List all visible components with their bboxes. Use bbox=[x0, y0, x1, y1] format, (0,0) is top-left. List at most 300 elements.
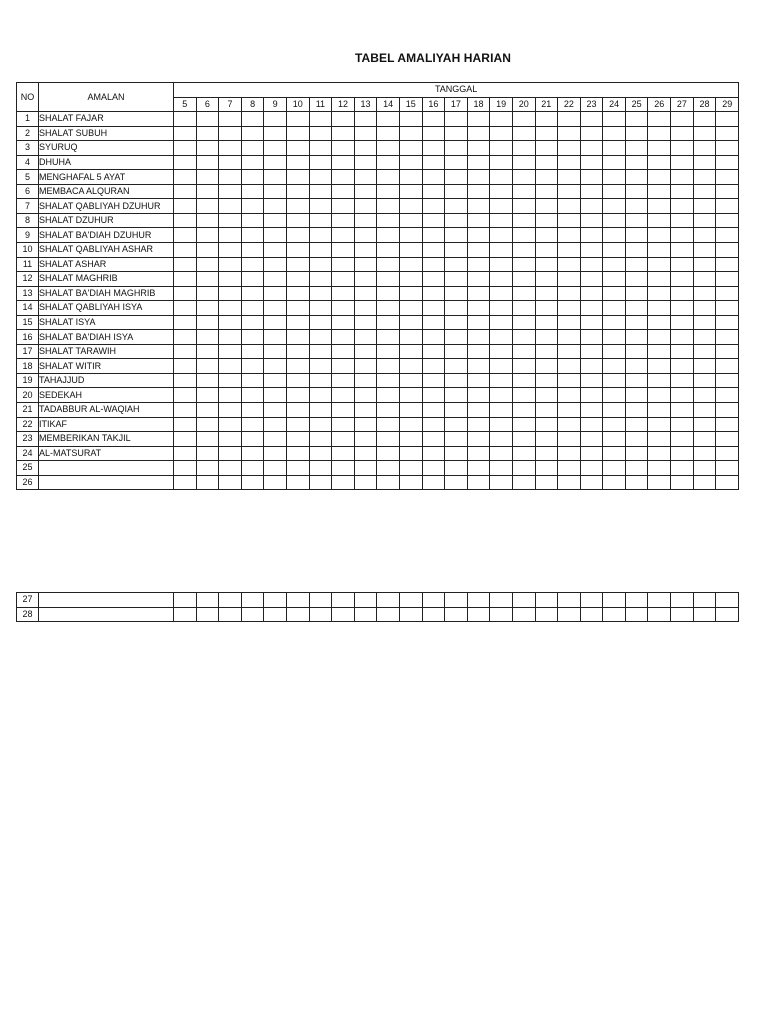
check-cell[interactable] bbox=[580, 373, 603, 388]
check-cell[interactable] bbox=[716, 373, 739, 388]
check-cell[interactable] bbox=[264, 213, 287, 228]
check-cell[interactable] bbox=[219, 141, 242, 156]
check-cell[interactable] bbox=[512, 141, 535, 156]
check-cell[interactable] bbox=[490, 184, 513, 199]
check-cell[interactable] bbox=[196, 315, 219, 330]
check-cell[interactable] bbox=[219, 257, 242, 272]
check-cell[interactable] bbox=[196, 213, 219, 228]
check-cell[interactable] bbox=[332, 432, 355, 447]
check-cell[interactable] bbox=[445, 141, 468, 156]
check-cell[interactable] bbox=[671, 243, 694, 258]
check-cell[interactable] bbox=[671, 359, 694, 374]
check-cell[interactable] bbox=[625, 272, 648, 287]
check-cell[interactable] bbox=[354, 243, 377, 258]
check-cell[interactable] bbox=[580, 432, 603, 447]
check-cell[interactable] bbox=[558, 228, 581, 243]
check-cell[interactable] bbox=[332, 112, 355, 127]
check-cell[interactable] bbox=[671, 199, 694, 214]
check-cell[interactable] bbox=[286, 141, 309, 156]
check-cell[interactable] bbox=[603, 388, 626, 403]
check-cell[interactable] bbox=[558, 417, 581, 432]
check-cell[interactable] bbox=[286, 446, 309, 461]
check-cell[interactable] bbox=[174, 388, 197, 403]
check-cell[interactable] bbox=[535, 257, 558, 272]
check-cell[interactable] bbox=[219, 446, 242, 461]
check-cell[interactable] bbox=[625, 112, 648, 127]
check-cell[interactable] bbox=[332, 257, 355, 272]
check-cell[interactable] bbox=[535, 141, 558, 156]
check-cell[interactable] bbox=[377, 315, 400, 330]
check-cell[interactable] bbox=[377, 155, 400, 170]
check-cell[interactable] bbox=[467, 344, 490, 359]
check-cell[interactable] bbox=[467, 461, 490, 476]
check-cell[interactable] bbox=[580, 141, 603, 156]
check-cell[interactable] bbox=[354, 432, 377, 447]
check-cell[interactable] bbox=[625, 170, 648, 185]
check-cell[interactable] bbox=[716, 243, 739, 258]
check-cell[interactable] bbox=[399, 475, 422, 490]
check-cell[interactable] bbox=[445, 315, 468, 330]
check-cell[interactable] bbox=[219, 155, 242, 170]
check-cell[interactable] bbox=[716, 593, 739, 608]
check-cell[interactable] bbox=[422, 228, 445, 243]
check-cell[interactable] bbox=[422, 330, 445, 345]
check-cell[interactable] bbox=[264, 344, 287, 359]
check-cell[interactable] bbox=[422, 446, 445, 461]
check-cell[interactable] bbox=[264, 359, 287, 374]
check-cell[interactable] bbox=[219, 286, 242, 301]
check-cell[interactable] bbox=[241, 315, 264, 330]
check-cell[interactable] bbox=[716, 607, 739, 622]
check-cell[interactable] bbox=[693, 403, 716, 418]
check-cell[interactable] bbox=[648, 593, 671, 608]
check-cell[interactable] bbox=[309, 593, 332, 608]
check-cell[interactable] bbox=[558, 593, 581, 608]
check-cell[interactable] bbox=[399, 126, 422, 141]
check-cell[interactable] bbox=[535, 286, 558, 301]
check-cell[interactable] bbox=[490, 417, 513, 432]
check-cell[interactable] bbox=[332, 330, 355, 345]
check-cell[interactable] bbox=[716, 126, 739, 141]
check-cell[interactable] bbox=[648, 286, 671, 301]
check-cell[interactable] bbox=[422, 315, 445, 330]
check-cell[interactable] bbox=[625, 286, 648, 301]
check-cell[interactable] bbox=[693, 112, 716, 127]
check-cell[interactable] bbox=[219, 170, 242, 185]
check-cell[interactable] bbox=[603, 126, 626, 141]
check-cell[interactable] bbox=[309, 359, 332, 374]
check-cell[interactable] bbox=[603, 112, 626, 127]
check-cell[interactable] bbox=[490, 199, 513, 214]
check-cell[interactable] bbox=[693, 184, 716, 199]
check-cell[interactable] bbox=[467, 446, 490, 461]
check-cell[interactable] bbox=[332, 446, 355, 461]
check-cell[interactable] bbox=[332, 243, 355, 258]
check-cell[interactable] bbox=[558, 315, 581, 330]
check-cell[interactable] bbox=[422, 184, 445, 199]
check-cell[interactable] bbox=[603, 272, 626, 287]
check-cell[interactable] bbox=[219, 403, 242, 418]
check-cell[interactable] bbox=[332, 272, 355, 287]
check-cell[interactable] bbox=[286, 184, 309, 199]
check-cell[interactable] bbox=[399, 213, 422, 228]
check-cell[interactable] bbox=[332, 315, 355, 330]
check-cell[interactable] bbox=[264, 272, 287, 287]
check-cell[interactable] bbox=[377, 330, 400, 345]
check-cell[interactable] bbox=[241, 403, 264, 418]
check-cell[interactable] bbox=[264, 243, 287, 258]
check-cell[interactable] bbox=[625, 257, 648, 272]
check-cell[interactable] bbox=[377, 446, 400, 461]
check-cell[interactable] bbox=[648, 112, 671, 127]
check-cell[interactable] bbox=[174, 170, 197, 185]
check-cell[interactable] bbox=[671, 315, 694, 330]
check-cell[interactable] bbox=[377, 432, 400, 447]
check-cell[interactable] bbox=[648, 446, 671, 461]
check-cell[interactable] bbox=[264, 315, 287, 330]
check-cell[interactable] bbox=[286, 112, 309, 127]
check-cell[interactable] bbox=[716, 184, 739, 199]
check-cell[interactable] bbox=[264, 112, 287, 127]
check-cell[interactable] bbox=[693, 373, 716, 388]
check-cell[interactable] bbox=[580, 388, 603, 403]
check-cell[interactable] bbox=[399, 359, 422, 374]
check-cell[interactable] bbox=[535, 199, 558, 214]
check-cell[interactable] bbox=[490, 461, 513, 476]
check-cell[interactable] bbox=[219, 301, 242, 316]
check-cell[interactable] bbox=[535, 170, 558, 185]
check-cell[interactable] bbox=[399, 272, 422, 287]
check-cell[interactable] bbox=[648, 417, 671, 432]
check-cell[interactable] bbox=[422, 155, 445, 170]
check-cell[interactable] bbox=[354, 112, 377, 127]
check-cell[interactable] bbox=[286, 475, 309, 490]
check-cell[interactable] bbox=[241, 373, 264, 388]
check-cell[interactable] bbox=[241, 344, 264, 359]
check-cell[interactable] bbox=[558, 446, 581, 461]
check-cell[interactable] bbox=[467, 184, 490, 199]
check-cell[interactable] bbox=[241, 461, 264, 476]
check-cell[interactable] bbox=[580, 112, 603, 127]
check-cell[interactable] bbox=[535, 359, 558, 374]
check-cell[interactable] bbox=[603, 301, 626, 316]
check-cell[interactable] bbox=[625, 199, 648, 214]
check-cell[interactable] bbox=[648, 301, 671, 316]
check-cell[interactable] bbox=[693, 446, 716, 461]
check-cell[interactable] bbox=[286, 607, 309, 622]
check-cell[interactable] bbox=[671, 301, 694, 316]
check-cell[interactable] bbox=[264, 126, 287, 141]
check-cell[interactable] bbox=[332, 388, 355, 403]
check-cell[interactable] bbox=[332, 213, 355, 228]
check-cell[interactable] bbox=[625, 417, 648, 432]
check-cell[interactable] bbox=[241, 593, 264, 608]
check-cell[interactable] bbox=[399, 315, 422, 330]
check-cell[interactable] bbox=[467, 475, 490, 490]
check-cell[interactable] bbox=[399, 607, 422, 622]
check-cell[interactable] bbox=[512, 170, 535, 185]
check-cell[interactable] bbox=[512, 432, 535, 447]
check-cell[interactable] bbox=[264, 388, 287, 403]
check-cell[interactable] bbox=[535, 155, 558, 170]
check-cell[interactable] bbox=[264, 461, 287, 476]
check-cell[interactable] bbox=[332, 344, 355, 359]
check-cell[interactable] bbox=[512, 184, 535, 199]
check-cell[interactable] bbox=[716, 155, 739, 170]
check-cell[interactable] bbox=[309, 388, 332, 403]
check-cell[interactable] bbox=[309, 112, 332, 127]
check-cell[interactable] bbox=[196, 593, 219, 608]
check-cell[interactable] bbox=[219, 213, 242, 228]
check-cell[interactable] bbox=[422, 432, 445, 447]
check-cell[interactable] bbox=[196, 243, 219, 258]
check-cell[interactable] bbox=[309, 126, 332, 141]
check-cell[interactable] bbox=[648, 373, 671, 388]
check-cell[interactable] bbox=[535, 112, 558, 127]
check-cell[interactable] bbox=[354, 286, 377, 301]
check-cell[interactable] bbox=[219, 417, 242, 432]
check-cell[interactable] bbox=[603, 607, 626, 622]
check-cell[interactable] bbox=[580, 475, 603, 490]
check-cell[interactable] bbox=[377, 403, 400, 418]
check-cell[interactable] bbox=[196, 359, 219, 374]
check-cell[interactable] bbox=[512, 388, 535, 403]
check-cell[interactable] bbox=[603, 257, 626, 272]
check-cell[interactable] bbox=[286, 213, 309, 228]
check-cell[interactable] bbox=[648, 243, 671, 258]
check-cell[interactable] bbox=[558, 432, 581, 447]
check-cell[interactable] bbox=[693, 301, 716, 316]
check-cell[interactable] bbox=[422, 286, 445, 301]
check-cell[interactable] bbox=[354, 213, 377, 228]
check-cell[interactable] bbox=[467, 228, 490, 243]
check-cell[interactable] bbox=[309, 243, 332, 258]
check-cell[interactable] bbox=[445, 461, 468, 476]
check-cell[interactable] bbox=[286, 155, 309, 170]
check-cell[interactable] bbox=[648, 272, 671, 287]
check-cell[interactable] bbox=[196, 170, 219, 185]
check-cell[interactable] bbox=[535, 213, 558, 228]
check-cell[interactable] bbox=[422, 417, 445, 432]
check-cell[interactable] bbox=[535, 388, 558, 403]
check-cell[interactable] bbox=[512, 417, 535, 432]
check-cell[interactable] bbox=[286, 199, 309, 214]
check-cell[interactable] bbox=[535, 243, 558, 258]
check-cell[interactable] bbox=[309, 432, 332, 447]
check-cell[interactable] bbox=[219, 607, 242, 622]
check-cell[interactable] bbox=[625, 315, 648, 330]
check-cell[interactable] bbox=[264, 475, 287, 490]
check-cell[interactable] bbox=[174, 344, 197, 359]
check-cell[interactable] bbox=[716, 359, 739, 374]
check-cell[interactable] bbox=[264, 607, 287, 622]
check-cell[interactable] bbox=[490, 446, 513, 461]
check-cell[interactable] bbox=[445, 388, 468, 403]
check-cell[interactable] bbox=[535, 461, 558, 476]
check-cell[interactable] bbox=[445, 243, 468, 258]
check-cell[interactable] bbox=[241, 243, 264, 258]
check-cell[interactable] bbox=[671, 184, 694, 199]
check-cell[interactable] bbox=[716, 388, 739, 403]
check-cell[interactable] bbox=[196, 155, 219, 170]
check-cell[interactable] bbox=[648, 432, 671, 447]
check-cell[interactable] bbox=[490, 593, 513, 608]
check-cell[interactable] bbox=[558, 301, 581, 316]
check-cell[interactable] bbox=[625, 593, 648, 608]
check-cell[interactable] bbox=[174, 272, 197, 287]
check-cell[interactable] bbox=[377, 593, 400, 608]
check-cell[interactable] bbox=[309, 228, 332, 243]
check-cell[interactable] bbox=[625, 461, 648, 476]
check-cell[interactable] bbox=[716, 315, 739, 330]
check-cell[interactable] bbox=[603, 199, 626, 214]
check-cell[interactable] bbox=[196, 301, 219, 316]
check-cell[interactable] bbox=[332, 301, 355, 316]
check-cell[interactable] bbox=[377, 141, 400, 156]
check-cell[interactable] bbox=[603, 403, 626, 418]
check-cell[interactable] bbox=[648, 126, 671, 141]
check-cell[interactable] bbox=[512, 112, 535, 127]
check-cell[interactable] bbox=[693, 257, 716, 272]
check-cell[interactable] bbox=[399, 417, 422, 432]
check-cell[interactable] bbox=[648, 155, 671, 170]
check-cell[interactable] bbox=[467, 593, 490, 608]
check-cell[interactable] bbox=[264, 257, 287, 272]
check-cell[interactable] bbox=[422, 243, 445, 258]
check-cell[interactable] bbox=[241, 141, 264, 156]
check-cell[interactable] bbox=[490, 213, 513, 228]
check-cell[interactable] bbox=[648, 213, 671, 228]
check-cell[interactable] bbox=[445, 593, 468, 608]
check-cell[interactable] bbox=[671, 286, 694, 301]
check-cell[interactable] bbox=[716, 461, 739, 476]
check-cell[interactable] bbox=[535, 301, 558, 316]
check-cell[interactable] bbox=[445, 126, 468, 141]
check-cell[interactable] bbox=[625, 184, 648, 199]
check-cell[interactable] bbox=[693, 593, 716, 608]
check-cell[interactable] bbox=[174, 403, 197, 418]
check-cell[interactable] bbox=[196, 344, 219, 359]
check-cell[interactable] bbox=[603, 475, 626, 490]
check-cell[interactable] bbox=[422, 213, 445, 228]
check-cell[interactable] bbox=[603, 213, 626, 228]
check-cell[interactable] bbox=[422, 126, 445, 141]
check-cell[interactable] bbox=[377, 461, 400, 476]
check-cell[interactable] bbox=[354, 359, 377, 374]
check-cell[interactable] bbox=[490, 257, 513, 272]
check-cell[interactable] bbox=[648, 330, 671, 345]
check-cell[interactable] bbox=[467, 126, 490, 141]
check-cell[interactable] bbox=[558, 126, 581, 141]
check-cell[interactable] bbox=[399, 257, 422, 272]
check-cell[interactable] bbox=[286, 126, 309, 141]
check-cell[interactable] bbox=[512, 286, 535, 301]
check-cell[interactable] bbox=[512, 243, 535, 258]
check-cell[interactable] bbox=[603, 446, 626, 461]
check-cell[interactable] bbox=[693, 344, 716, 359]
check-cell[interactable] bbox=[648, 228, 671, 243]
check-cell[interactable] bbox=[174, 213, 197, 228]
check-cell[interactable] bbox=[490, 315, 513, 330]
check-cell[interactable] bbox=[399, 461, 422, 476]
check-cell[interactable] bbox=[512, 446, 535, 461]
check-cell[interactable] bbox=[399, 344, 422, 359]
check-cell[interactable] bbox=[377, 417, 400, 432]
check-cell[interactable] bbox=[467, 330, 490, 345]
check-cell[interactable] bbox=[219, 475, 242, 490]
check-cell[interactable] bbox=[558, 155, 581, 170]
check-cell[interactable] bbox=[241, 359, 264, 374]
check-cell[interactable] bbox=[332, 359, 355, 374]
check-cell[interactable] bbox=[603, 417, 626, 432]
check-cell[interactable] bbox=[467, 388, 490, 403]
check-cell[interactable] bbox=[693, 155, 716, 170]
check-cell[interactable] bbox=[580, 593, 603, 608]
check-cell[interactable] bbox=[671, 155, 694, 170]
check-cell[interactable] bbox=[490, 243, 513, 258]
check-cell[interactable] bbox=[535, 475, 558, 490]
check-cell[interactable] bbox=[399, 403, 422, 418]
check-cell[interactable] bbox=[377, 301, 400, 316]
check-cell[interactable] bbox=[467, 170, 490, 185]
check-cell[interactable] bbox=[625, 301, 648, 316]
check-cell[interactable] bbox=[716, 330, 739, 345]
check-cell[interactable] bbox=[399, 155, 422, 170]
check-cell[interactable] bbox=[332, 286, 355, 301]
check-cell[interactable] bbox=[512, 403, 535, 418]
check-cell[interactable] bbox=[625, 141, 648, 156]
check-cell[interactable] bbox=[603, 315, 626, 330]
check-cell[interactable] bbox=[603, 461, 626, 476]
check-cell[interactable] bbox=[219, 432, 242, 447]
check-cell[interactable] bbox=[603, 170, 626, 185]
check-cell[interactable] bbox=[241, 446, 264, 461]
check-cell[interactable] bbox=[219, 461, 242, 476]
check-cell[interactable] bbox=[716, 213, 739, 228]
check-cell[interactable] bbox=[671, 607, 694, 622]
check-cell[interactable] bbox=[332, 170, 355, 185]
check-cell[interactable] bbox=[174, 475, 197, 490]
check-cell[interactable] bbox=[693, 461, 716, 476]
check-cell[interactable] bbox=[241, 228, 264, 243]
check-cell[interactable] bbox=[354, 417, 377, 432]
check-cell[interactable] bbox=[671, 112, 694, 127]
check-cell[interactable] bbox=[512, 301, 535, 316]
check-cell[interactable] bbox=[241, 112, 264, 127]
check-cell[interactable] bbox=[467, 315, 490, 330]
check-cell[interactable] bbox=[693, 315, 716, 330]
check-cell[interactable] bbox=[399, 301, 422, 316]
check-cell[interactable] bbox=[399, 330, 422, 345]
check-cell[interactable] bbox=[264, 170, 287, 185]
check-cell[interactable] bbox=[422, 272, 445, 287]
check-cell[interactable] bbox=[558, 257, 581, 272]
check-cell[interactable] bbox=[512, 359, 535, 374]
check-cell[interactable] bbox=[716, 257, 739, 272]
check-cell[interactable] bbox=[399, 170, 422, 185]
check-cell[interactable] bbox=[422, 388, 445, 403]
check-cell[interactable] bbox=[671, 432, 694, 447]
check-cell[interactable] bbox=[309, 607, 332, 622]
check-cell[interactable] bbox=[399, 286, 422, 301]
check-cell[interactable] bbox=[716, 432, 739, 447]
check-cell[interactable] bbox=[512, 213, 535, 228]
check-cell[interactable] bbox=[354, 593, 377, 608]
check-cell[interactable] bbox=[174, 315, 197, 330]
check-cell[interactable] bbox=[693, 126, 716, 141]
check-cell[interactable] bbox=[219, 388, 242, 403]
check-cell[interactable] bbox=[467, 417, 490, 432]
